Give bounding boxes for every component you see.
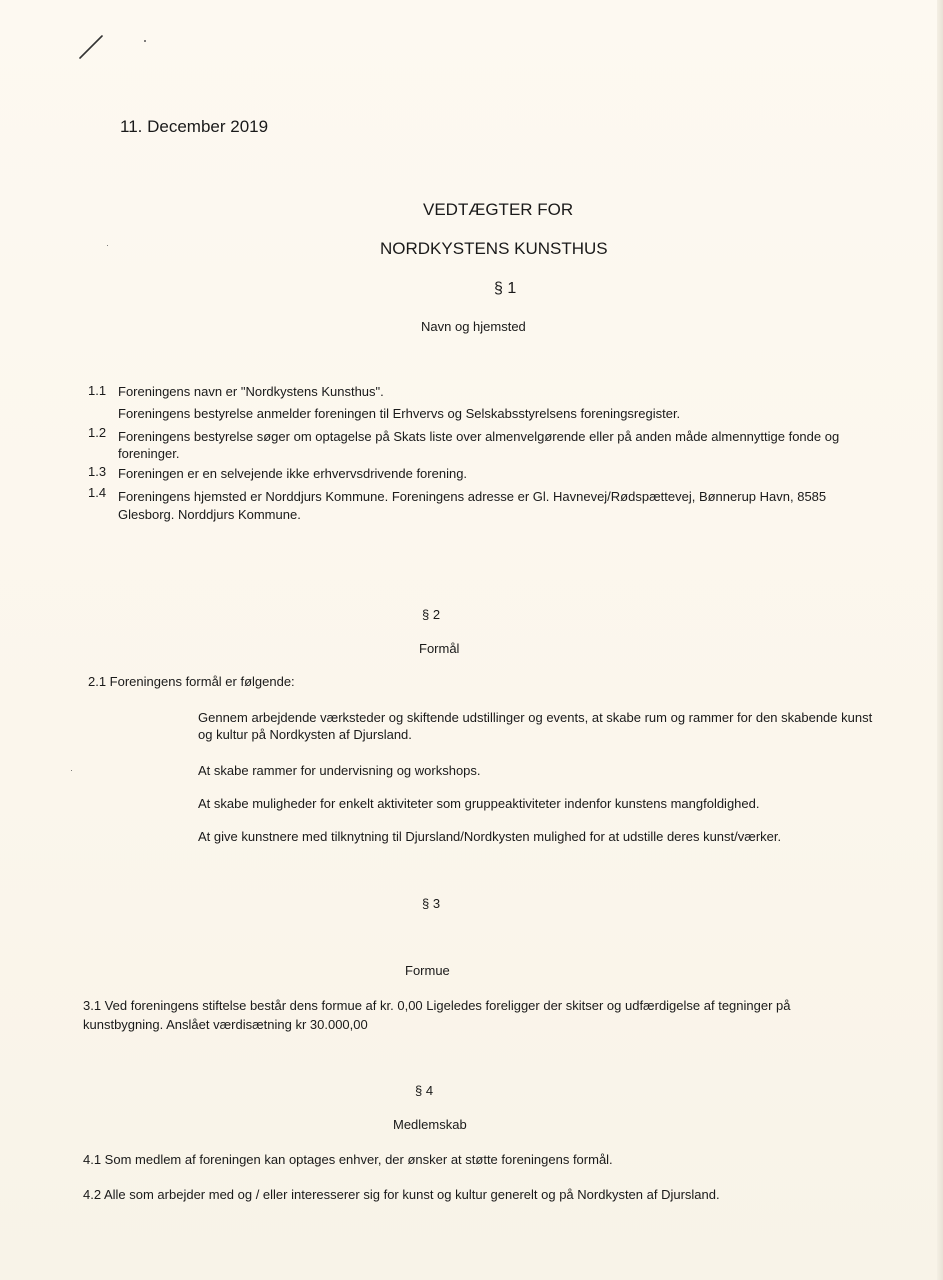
item-1-3-text: Foreningen er en selvejende ikke erhvervsdrivende forening. [118, 466, 468, 481]
item-1-1-number: 1.1 [88, 383, 107, 398]
purpose-point-2: At skabe rammer for undervisning og workshops. [198, 763, 481, 778]
item-3-1-text-cont: kunstbygning. Anslået værdisætning kr 30.000,00 [83, 1017, 368, 1032]
item-1-3-number: 1.3 [88, 464, 107, 479]
item-1-2-text: Foreningens bestyrelse søger om optagelse på Skats liste over almenvelgørende eller på anden måde almennyttige fonde og [118, 429, 840, 444]
document-title-line1: VEDTÆGTER FOR [423, 200, 574, 219]
section-1-heading: Navn og hjemsted [421, 319, 526, 334]
section-2-intro: 2.1 Foreningens formål er følgende: [88, 674, 295, 689]
item-1-1-text: Foreningens navn er "Nordkystens Kunsthus". [118, 384, 384, 399]
purpose-point-1: Gennem arbejdende værksteder og skiftende udstillinger og events, at skabe rum og rammer for den skabende kunst [198, 710, 873, 725]
section-2-heading: Formål [419, 641, 460, 656]
speck-mark [71, 770, 72, 771]
item-4-2-text: 4.2 Alle som arbejder med og / eller interesserer sig for kunst og kultur generelt og på Nordkysten af Djursland. [83, 1187, 720, 1202]
section-3-symbol: § 3 [422, 896, 441, 911]
section-3-heading: Formue [405, 963, 450, 978]
pen-stroke-mark [78, 34, 106, 60]
item-1-4-number: 1.4 [88, 485, 107, 500]
section-4-heading: Medlemskab [393, 1117, 467, 1132]
item-1-4-text: Foreningens hjemsted er Norddjurs Kommune. Foreningens adresse er Gl. Havnevej/Rødspættevej, Bønnerup Havn, 8585 [118, 489, 827, 504]
speck-mark [144, 40, 146, 42]
document-date: 11. December 2019 [120, 117, 269, 136]
purpose-point-1-cont: og kultur på Nordkysten af Djursland. [198, 727, 412, 742]
section-1-symbol: § 1 [494, 280, 517, 297]
purpose-point-3: At skabe muligheder for enkelt aktiviteter som gruppeaktiviteter indenfor kunstens mangfoldighed. [198, 796, 760, 811]
section-2-symbol: § 2 [422, 607, 441, 622]
speck-mark [107, 245, 108, 246]
document-title-line2: NORDKYSTENS KUNSTHUS [380, 239, 608, 258]
item-3-1-text: 3.1 Ved foreningens stiftelse består dens formue af kr. 0,00 Ligeledes foreligger der skitser og udfærdigelse af tegninger på [83, 998, 791, 1013]
item-1-2-text-cont: foreninger. [118, 446, 180, 461]
section-4-symbol: § 4 [415, 1083, 434, 1098]
item-1-1-text-cont: Foreningens bestyrelse anmelder foreningen til Erhvervs og Selskabsstyrelsens foreningsregister. [118, 406, 681, 421]
page-edge-shadow [937, 0, 943, 1280]
item-1-4-text-cont: Glesborg. Norddjurs Kommune. [118, 507, 301, 522]
purpose-point-4: At give kunstnere med tilknytning til Djursland/Nordkysten mulighed for at udstille deres kunst/værker. [198, 829, 782, 844]
item-1-2-number: 1.2 [88, 425, 107, 440]
item-4-1-text: 4.1 Som medlem af foreningen kan optages enhver, der ønsker at støtte foreningens formål. [83, 1152, 613, 1167]
